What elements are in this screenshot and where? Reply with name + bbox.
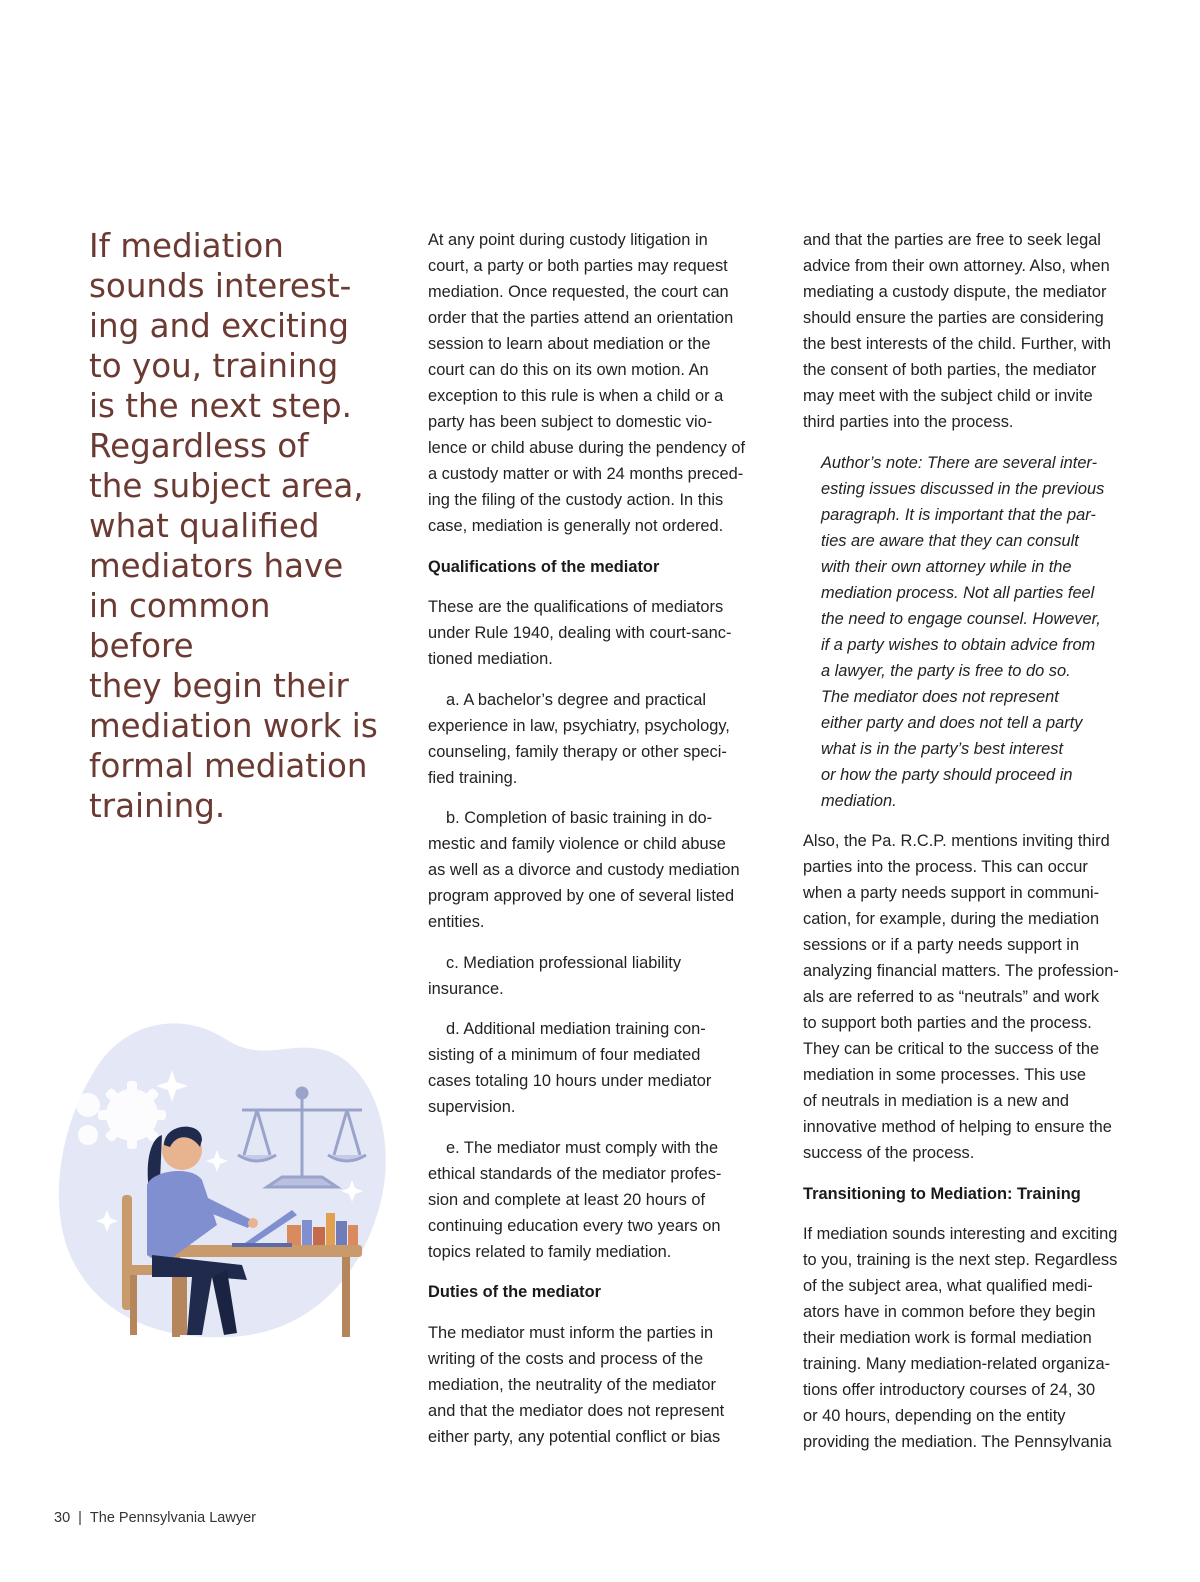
paragraph-training: If mediation sounds interesting and exciting to you, training is the next step. Regardless of the subject area, what qualified medi- ators have in common before they begin their mediation work is formal mediation training. Many mediation-related organiza- tions offer introductory courses of 24, 30 or 40 hours, depending on the entity providing the mediation. The Pennsylvania [803, 1225, 1118, 1451]
paragraph-third-parties: Also, the Pa. R.C.P. mentions inviting third parties into the process. This can occur when a party needs support in communi- cation, for example, during the mediation sessions or if a party needs support in analyzing financial matters. The profession- als are referred to as “neutrals” and work to support both parties and the process. They can be critical to the success of the mediation in some processes. This use of neutrals in mediation is a new and innovative method of helping to ensure the success of the process. [803, 832, 1119, 1162]
page-footer [54, 1510, 256, 1526]
list-item-a: a. A bachelor’s degree and practical experience in law, psychiatry, psychology, counseling, family therapy or other speci- fied training. [428, 690, 730, 787]
column-center [428, 227, 768, 1464]
footer-separator: | [78, 1510, 82, 1526]
pull-quote: If mediation sounds interest- ing and exciting to you, training is the next step. Regardless of the subject area, what qualified mediators have in common before they begin their mediation work is formal mediation training. [89, 227, 378, 825]
paragraph-custody-litigation: At any point during custody litigation in court, a party or both parties may request mediation. Once requested, the court can order that the parties attend an orientation session to learn about mediation or the court can do this on its own motion. An exception to this rule is when a child or a party has been subject to domestic vio- lence or child abuse during the pendency of a custody matter or with 24 months preced- ing the filing of the custody action. In this case, mediation is generally not ordered. [428, 231, 746, 535]
heading-duties: Duties of the mediator [428, 1283, 602, 1301]
list-item-b: b. Completion of basic training in do- mestic and family violence or child abuse as well as a divorce and custody mediation program approved by one of several listed entities. [428, 809, 740, 931]
list-item-d: d. Additional mediation training con- sisting of a minimum of four mediated cases totaling 10 hours under mediator supervision. [428, 1020, 712, 1116]
publication-name: The Pennsylvania Lawyer [89, 1510, 256, 1526]
authors-note: Author’s note: There are several inter- esting issues discussed in the previous paragraph. It is important that the par- ties are aware that they can consult with their own attorney while in the mediation process. Not all parties feel the need to engage counsel. However, if a party wishes to obtain advice from a lawyer, the party is free to do so. The mediator does not represent either party and does not tell a party what is in the party’s best interest or how the party should proceed in mediation. [821, 453, 1105, 810]
column-right [803, 227, 1143, 1470]
heading-training: Transitioning to Mediation: Training [803, 1184, 1081, 1203]
heading-qualifications: Qualifications of the mediator [428, 557, 660, 576]
paragraph-qualifications-intro: These are the qualifications of mediators under Rule 1940, dealing with court-sanc- tioned mediation. [428, 598, 732, 668]
paragraph-duties: The mediator must inform the parties in writing of the costs and process of the mediation, the neutrality of the mediator and that the mediator does not represent either party, any potential conflict or bias [428, 1323, 725, 1446]
list-item-e: e. The mediator must comply with the ethical standards of the mediator profes- sion and complete at least 20 hours of continuing education every two years on topics related to family mediation. [428, 1138, 722, 1261]
paragraph-legal-advice: and that the parties are free to seek legal advice from their own attorney. Also, when mediating a custody dispute, the mediator should ensure the parties are considering the best interests of the child. Further, with the consent of both parties, the mediator may meet with the subject child or invite third parties into the process. [803, 231, 1111, 431]
list-item-c: c. Mediation professional liability insurance. [428, 953, 682, 998]
page-number: 30 [54, 1510, 71, 1526]
mediation-illustration [52, 1015, 392, 1345]
